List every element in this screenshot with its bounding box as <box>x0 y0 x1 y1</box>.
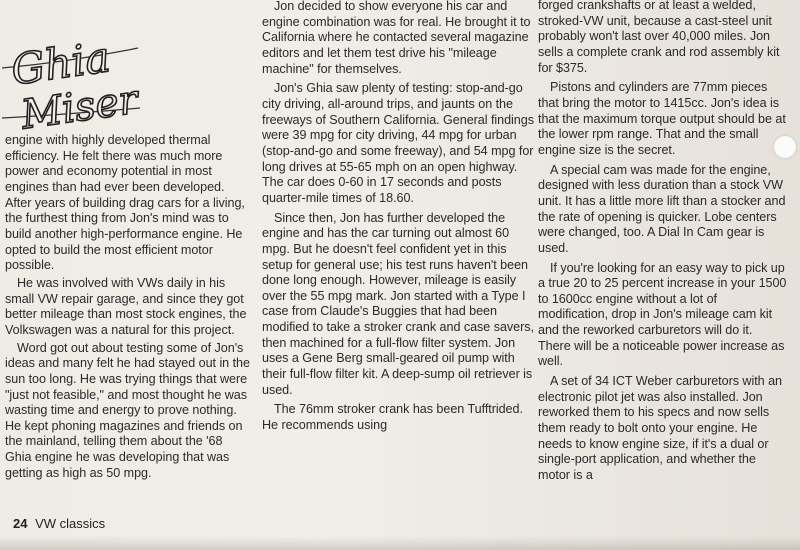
paragraph: Pistons and cylinders are 77mm pieces that bring the motor to 1415cc. Jon's idea is that the maximum torque output should be at the lower rpm range. That and the small engine size is the secret. <box>538 80 786 157</box>
paragraph: forged crankshafts or at least a welded, stroked-VW unit, because a cast-steel unit probably won't last over 40,000 miles. Jon sells a complete crank and rod assembly kit for $375. <box>538 0 780 75</box>
page-edge-shadow <box>0 536 800 550</box>
article-column-2 <box>262 0 534 438</box>
paragraph: If you're looking for an easy way to pick up a true 20 to 25 percent increase in your 1500 to 1600cc engine without a lot of modification, drop in Jon's mileage cam kit and the reworked carburetors will do it. There will be a noticeable power increase as well. <box>538 260 787 369</box>
logo-line1: Ghia <box>8 32 114 95</box>
page-footer <box>13 516 105 531</box>
paragraph: Jon decided to show everyone his car and engine combination was for real. He brought it to California where he contacted several magazine editors and let them test drive his "mileage machine" for themselves. <box>262 0 531 76</box>
paragraph: The 76mm stroker crank has been Tufftrided. He recommends using <box>262 402 523 433</box>
paper-blemish <box>774 136 796 158</box>
magazine-name: VW classics <box>35 516 106 531</box>
ghia-miser-logo-art <box>0 20 150 130</box>
paragraph: engine with highly developed thermal efficiency. He felt there was much more power and economy potential in most engines than had ever been developed. After years of building drag cars for a living, the furthest thing from Jon's mind was to build another high-performance engine. He opted to build the most efficient motor possible. <box>5 133 245 273</box>
paragraph: A set of 34 ICT Weber carburetors with an electronic pilot jet was also installed. Jon reworked them to his specs and now sells them ready to bolt onto your engine. He needs to know engine size, if it's a dual or single-port application, and whether the motor is a <box>538 374 782 483</box>
ghia-miser-logo <box>0 20 150 130</box>
paragraph: A special cam was made for the engine, designed with less duration than a stock VW unit. It has a little more lift than a stocker and the rate of opening is quicker. Lobe centers were changed, too. A Dial In Cam gear is used. <box>538 162 786 255</box>
paragraph: He was involved with VWs daily in his small VW repair garage, and since they got better mileage than most stock engines, the Volkswagen was a natural for this project. <box>5 275 247 337</box>
logo-line2: Miser <box>18 76 141 130</box>
paragraph: Since then, Jon has further developed the engine and has the car turning out almost 60 mpg. But he doesn't feel confident yet in this setup for general use; his test runs haven't been done long enough. However, mileage is easily over the 55 mpg mark. Jon started with a Type I case from Claude's Buggies that had been modified to take a stroker crank and case savers, then machined for a full-flow filter system. Jon uses a Gene Berg small-geared oil pump with their full-flow filter kit. A deep-sump oil retriever is used. <box>262 210 534 397</box>
article-column-3 <box>538 0 788 488</box>
page-number: 24 <box>13 516 28 531</box>
paragraph: Word got out about testing some of Jon's ideas and many felt he had stayed out in the sun too long. He was trying things that were "just not feasible," and most thought he was wasting time and energy to prove nothing. He kept phoning magazines and friends on the mainland, telling them about the '68 Ghia engine he was developing that was getting as high as 50 mpg. <box>5 340 250 480</box>
article-column-1 <box>5 133 250 483</box>
paragraph: Jon's Ghia saw plenty of testing: stop-and-go city driving, all-around trips, and jaunts on the freeways of Southern California. General findings were 39 mpg for city driving, 44 mpg for urban (stop-and-go and some freeway), and 54 mpg for long drives at 55-65 mph on an open highway. The car does 0-60 in 17 seconds and posts quarter-mile times of 18.60. <box>262 81 534 205</box>
